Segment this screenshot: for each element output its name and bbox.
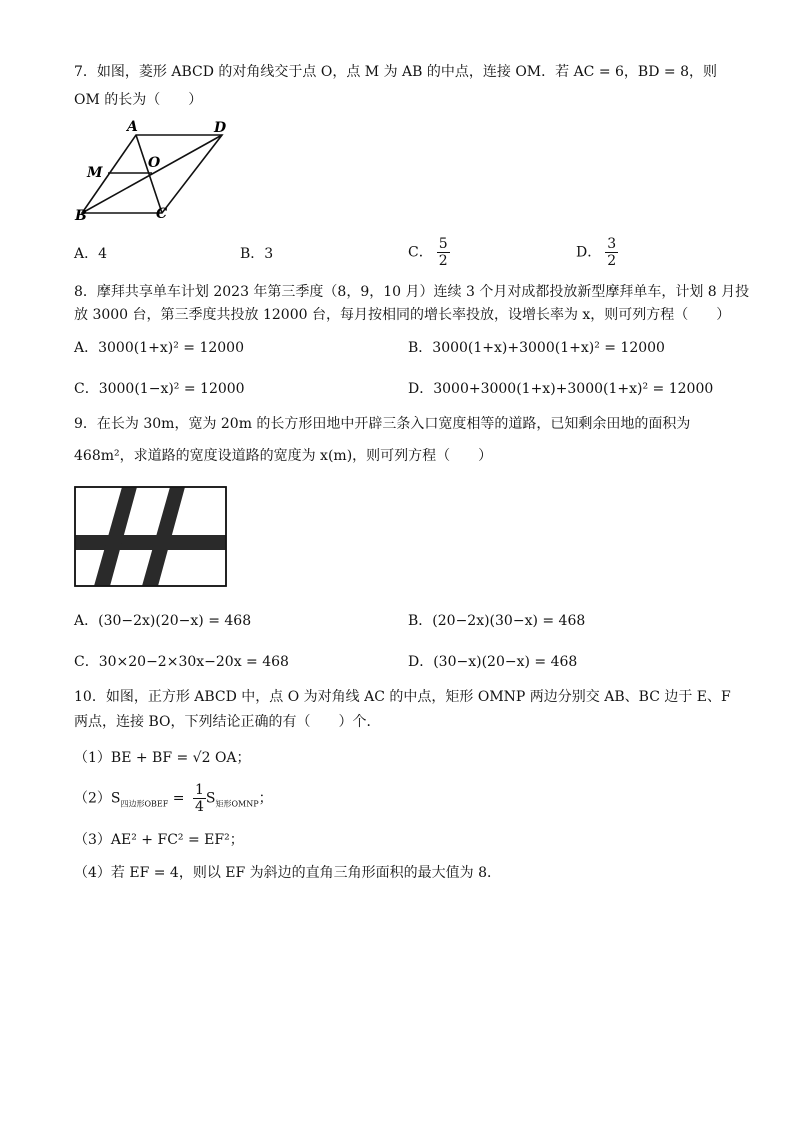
q7-option-b: B．3 bbox=[240, 246, 274, 262]
q8-option-c: C．3000(1−x)² = 12000 bbox=[74, 381, 245, 397]
rhombus-diagram bbox=[70, 115, 240, 225]
q7-option-c: C． $\frac{5}{2}$ bbox=[408, 236, 448, 269]
field-road-diagram bbox=[74, 486, 230, 590]
q8-option-b: B．3000(1+x)+3000(1+x)² = 12000 bbox=[408, 340, 665, 356]
horizontal-road bbox=[75, 535, 226, 550]
q10-statement-2: $(2)S_{四边形OBEF}$ = $\frac{1}{4}$ $S_{矩形OMNP}$； bbox=[74, 782, 273, 815]
q9-option-d: D．(30−x)(20−x) = 468 bbox=[408, 654, 578, 670]
q9-line1: 9．在长为 30m，宽为 20m 的长方形田地中开辟三条入口宽度相等的道路，已知剩余田地的面积为 bbox=[74, 416, 691, 432]
label-D: D bbox=[214, 120, 227, 136]
q8-line1: 8．摩拜共享单车计划 2023 年第三季度（8，9，10 月）连续 3 个月对成都投放新型摩拜单车，计划 8 月投 bbox=[74, 284, 750, 300]
q10-statement-1: （1）BE + BF = √2 OA； bbox=[74, 750, 251, 766]
q9-option-a: A．(30−2x)(20−x) = 468 bbox=[74, 613, 252, 629]
q7-line1: 7．如图，菱形 ABCD 的对角线交于点 O，点 M 为 AB 的中点，连接 OM．若 AC = 6，BD = 8，则 bbox=[74, 64, 717, 80]
q8-option-d: D．3000+3000(1+x)+3000(1+x)² = 12000 bbox=[408, 381, 714, 397]
q7-line2: OM 的长为（ ） bbox=[74, 92, 203, 108]
q10-statement-3: （3）AE² + FC² = EF²； bbox=[74, 832, 244, 848]
q10-statement-4: （4）若 EF = 4，则以 EF 为斜边的直角三角形面积的最大值为 8． bbox=[74, 865, 502, 881]
q7-option-a: A．4 bbox=[74, 246, 108, 262]
label-A: A bbox=[127, 119, 138, 135]
label-O: O bbox=[148, 155, 161, 171]
q9-option-c: C．30×20−2×30x−20x = 468 bbox=[74, 654, 289, 670]
q7-option-d: D． $\frac{3}{2}$ bbox=[576, 236, 617, 269]
q10-line1: 10．如图，正方形 ABCD 中，点 O 为对角线 AC 的中点，矩形 OMNP 两边分别交 AB、BC 边于 E、F bbox=[74, 689, 731, 705]
q8-line2: 放 3000 台，第三季度共投放 12000 台，每月按相同的增长率投放，设增长率为 x，则可列方程（ ） bbox=[74, 307, 731, 323]
q9-line2: 468m²，求道路的宽度设道路的宽度为 x(m)，则可列方程（ ） bbox=[74, 448, 493, 464]
q10-line2: 两点，连接 BO，下列结论正确的有（ ）个． bbox=[74, 714, 381, 730]
q8-option-a: A．3000(1+x)² = 12000 bbox=[74, 340, 244, 356]
label-C: C bbox=[156, 206, 168, 222]
q9-option-b: B．(20−2x)(30−x) = 468 bbox=[408, 613, 586, 629]
label-M: M bbox=[87, 165, 103, 181]
label-B: B bbox=[75, 208, 87, 224]
